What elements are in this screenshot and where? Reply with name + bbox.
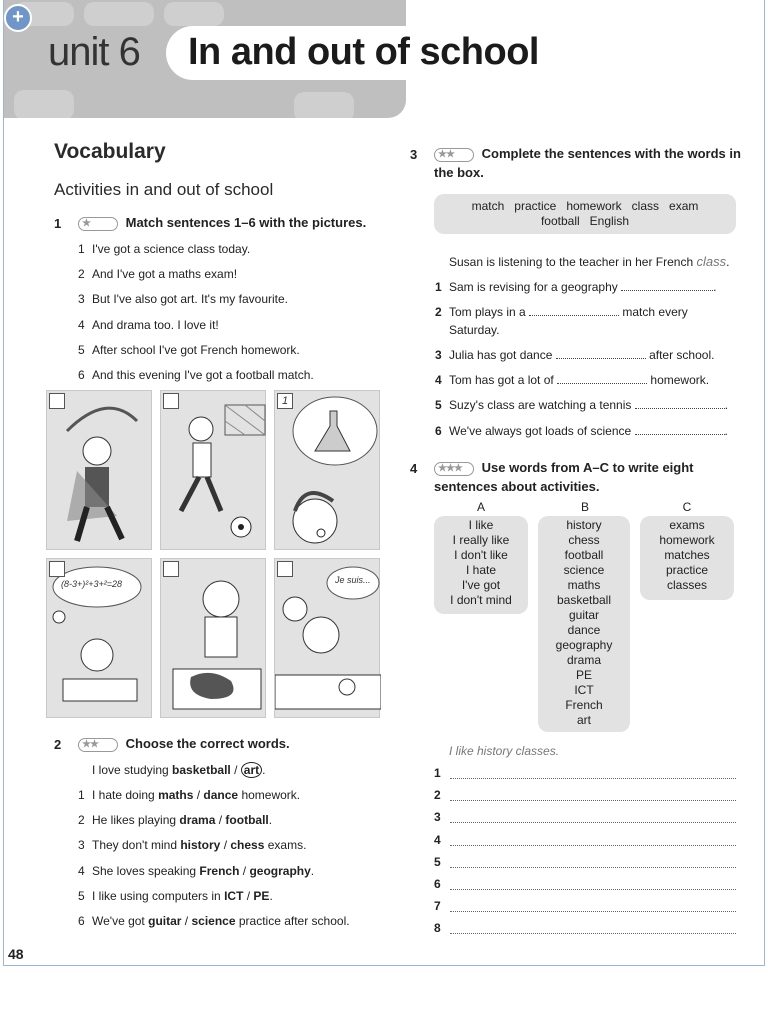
list-item: 1 I've got a science class today. <box>78 242 251 256</box>
list-item: 2 Tom plays in a match every <box>435 305 688 319</box>
column-a-heading: A <box>476 500 485 514</box>
ex3-word-box: match practice homework class exam football English <box>434 194 736 234</box>
ex4-instruction: ★★★ Use words from A–C to write eight sentences about activities. <box>434 460 694 494</box>
ex1-checkbox[interactable] <box>49 393 65 409</box>
word-option: matches <box>664 548 710 562</box>
column-b-box <box>538 516 630 732</box>
list-item: 1 I hate doing maths / dance homework. <box>78 788 301 802</box>
answer-blank[interactable] <box>635 425 725 435</box>
ex2-example: I love studying basketball / art . <box>92 763 266 777</box>
answer-line-number: 8 <box>434 921 441 936</box>
ex2-number: 2 <box>54 737 62 752</box>
word-option: football <box>564 548 604 562</box>
ex1-checkbox[interactable] <box>49 561 65 577</box>
word-option: PE <box>575 668 592 682</box>
choice-option[interactable]: science <box>191 914 236 928</box>
star-rating-icon: ★★★ <box>434 462 474 476</box>
answer-blank[interactable] <box>621 281 713 291</box>
ex1-checkbox[interactable] <box>163 561 179 577</box>
list-item: 6 We've got guitar / science practice after school. <box>78 914 350 928</box>
answer-line-number: 5 <box>434 854 441 869</box>
answer-line-number: 2 <box>434 788 441 803</box>
picture-art <box>160 558 266 718</box>
answer-line[interactable] <box>450 889 736 890</box>
list-item: 4 She loves speaking French / geography. <box>78 863 315 878</box>
page-number: 48 <box>8 946 24 962</box>
list-item-continued: Saturday. <box>449 323 500 337</box>
ex3-example: Susan is listening to the teacher in her French class. <box>449 254 730 269</box>
ex3-instruction: ★★ Complete the sentences with the words in the box. <box>434 146 741 180</box>
word-option: practice <box>665 563 709 577</box>
page-title: In and out of school <box>166 26 568 80</box>
word-option: I hate <box>465 563 497 577</box>
section-subheading: Activities in and out of school <box>54 180 274 199</box>
choice-option[interactable]: guitar <box>148 914 182 928</box>
ex4-number: 4 <box>410 461 418 476</box>
word-option: exams <box>669 518 705 532</box>
answer-line[interactable] <box>450 867 736 868</box>
ex1-checkbox[interactable]: 1 <box>277 393 293 409</box>
list-item: 2 He likes playing drama / football. <box>78 813 273 828</box>
word-option: I've got <box>461 578 501 592</box>
answer-blank[interactable] <box>557 374 647 384</box>
star-rating-icon: ★ <box>78 217 118 231</box>
answer-line-number: 7 <box>434 899 441 914</box>
answer-line[interactable] <box>450 778 736 779</box>
column-c-box <box>640 516 734 600</box>
choice-option[interactable]: ICT <box>224 888 244 903</box>
answer-line-number: 6 <box>434 877 441 891</box>
list-item: 3 They don't mind history / chess exams. <box>78 838 307 853</box>
answer-line-number: 1 <box>434 766 441 780</box>
list-item: 2 And I've got a maths exam! <box>78 267 238 282</box>
ex1-number: 1 <box>54 216 62 231</box>
picture-french <box>274 558 380 718</box>
word-option: homework <box>659 533 715 547</box>
list-item: 4 Tom has got a lot of homework. <box>435 373 710 387</box>
word-option: dance <box>567 623 601 637</box>
ex1-checkbox[interactable] <box>163 393 179 409</box>
answer-line[interactable] <box>450 933 736 934</box>
ex2-instruction: ★★ Choose the correct words. <box>78 734 290 753</box>
picture-football <box>160 390 266 550</box>
word-option: basketball <box>556 593 612 607</box>
choice-option[interactable]: PE <box>253 888 270 903</box>
unit-label: unit 6 <box>48 30 140 74</box>
choice-option[interactable]: French <box>199 863 240 878</box>
answer-blank[interactable] <box>529 306 619 316</box>
list-item: 3 But I've also got art. It's my favourite. <box>78 292 288 307</box>
column-a-box <box>434 516 528 614</box>
word-option: maths <box>567 578 601 592</box>
word-option: classes <box>666 578 707 592</box>
word-option: I don't mind <box>450 593 512 607</box>
list-item: 6 We've always got loads of science . <box>435 424 728 438</box>
french-bubble-text: Je suis... <box>335 575 371 585</box>
choice-option[interactable]: history <box>180 838 221 853</box>
list-item: 5 I like using computers in ICT / PE. <box>78 888 273 903</box>
word-option: art <box>576 713 591 727</box>
answer-blank[interactable] <box>556 349 646 359</box>
ex4-example: I like history classes. <box>449 744 560 758</box>
word-option: drama <box>566 653 601 667</box>
answer-line-number: 3 <box>434 810 441 825</box>
word-option: guitar <box>568 608 600 622</box>
column-b-heading: B <box>580 500 589 514</box>
choice-option[interactable]: dance <box>203 788 239 802</box>
picture-science <box>274 390 380 550</box>
list-item: 5 After school I've got French homework. <box>78 342 300 357</box>
list-item: 4 And drama too. I love it! <box>78 317 219 332</box>
choice-option[interactable]: geography <box>249 863 311 878</box>
ex1-picture-grid <box>46 390 382 720</box>
word-option: chess <box>568 533 600 547</box>
ex3-number: 3 <box>410 147 418 162</box>
circled-answer: art <box>241 762 262 778</box>
word-option: science <box>563 563 605 577</box>
word-option: history <box>566 518 602 532</box>
column-c-heading: C <box>682 500 692 514</box>
ex1-instruction: ★ Match sentences 1–6 with the pictures. <box>78 213 366 232</box>
math-bubble-text: (8-3+)²+3+²=28 <box>61 579 123 589</box>
word-option: ICT <box>574 683 594 697</box>
word-option: I don't like <box>454 548 508 562</box>
plus-icon[interactable]: + <box>4 4 32 32</box>
list-item: 1 Sam is revising for a geography . <box>435 280 717 294</box>
answer-line-number: 4 <box>434 832 441 847</box>
word-option: French <box>565 698 603 712</box>
picture-drama <box>46 390 152 550</box>
choice-option[interactable]: chess <box>230 838 265 853</box>
picture-maths <box>46 558 152 718</box>
star-rating-icon: ★★ <box>434 148 474 162</box>
list-item: 6 And this evening I've got a football match. <box>78 368 314 382</box>
answer-line[interactable] <box>450 845 736 846</box>
star-rating-icon: ★★ <box>78 738 118 752</box>
list-item: 3 Julia has got dance after school. <box>435 348 715 362</box>
choice-option[interactable]: drama <box>179 813 216 828</box>
word-option: I like <box>468 518 494 532</box>
list-item: 5 Suzy's class are watching a tennis . <box>435 398 729 412</box>
answer-line[interactable] <box>450 911 736 912</box>
choice-option[interactable]: maths <box>158 788 194 802</box>
word-option: I really like <box>452 533 510 547</box>
ex1-checkbox[interactable] <box>277 561 293 577</box>
answer-line[interactable] <box>450 800 736 801</box>
answer-line[interactable] <box>450 822 736 823</box>
choice-option[interactable]: football <box>225 813 269 828</box>
answer-blank[interactable] <box>635 399 725 409</box>
section-heading: Vocabulary <box>54 140 166 163</box>
word-option: geography <box>555 638 613 652</box>
